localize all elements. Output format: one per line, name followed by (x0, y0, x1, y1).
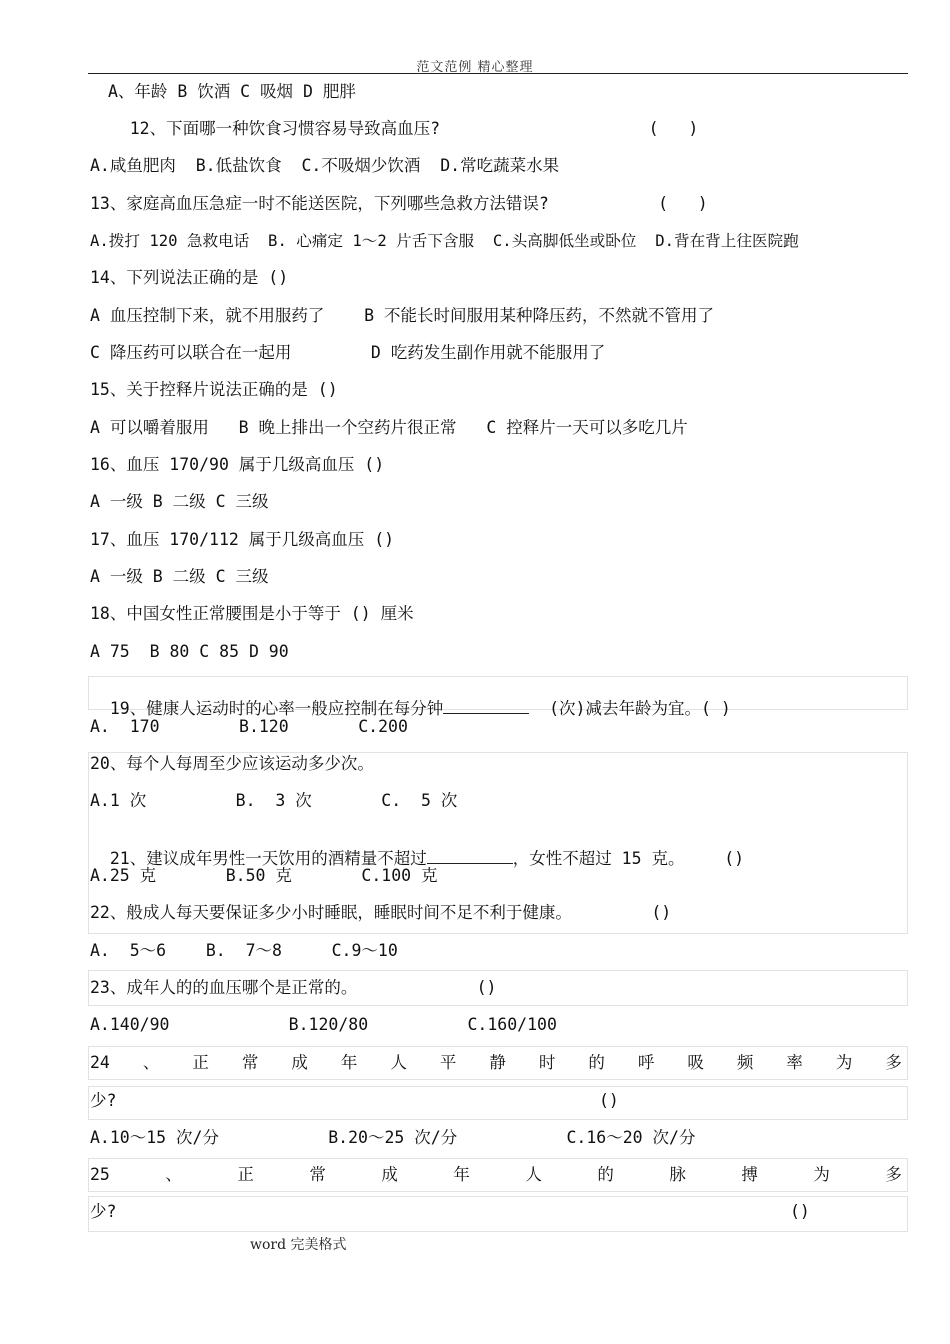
q25-char: 脉 (669, 1165, 686, 1184)
question-25-paren: () (790, 1202, 810, 1221)
page-footer: word 完美格式 (250, 1237, 347, 1253)
q24-char: 时 (538, 1053, 556, 1072)
q25-char: 25 (90, 1165, 110, 1184)
question-19-text-end: (次)减去年龄为宜。( ) (529, 699, 731, 718)
header-divider (88, 73, 908, 74)
question-25-line1 (90, 1165, 902, 1185)
q24-char: 、 (142, 1053, 160, 1072)
question-19 (90, 679, 731, 719)
q24-char: 的 (588, 1053, 605, 1072)
q24-char: 24 (90, 1053, 110, 1072)
question-12-options: A.咸鱼肥肉 B.低盐饮食 C.不吸烟少饮酒 D.常吃蔬菜水果 (90, 156, 560, 175)
q24-char: 人 (390, 1053, 407, 1072)
question-24-paren: () (599, 1091, 619, 1110)
question-22: 22、般成人每天要保证多少小时睡眠，睡眠时间不足不利于健康。 () (90, 903, 672, 922)
question-19-text: 19、健康人运动时的心率一般应控制在每分钟 (109, 699, 444, 718)
question-24-line2: 少? (90, 1091, 117, 1110)
question-20-options: A.1 次 B. 3 次 C. 5 次 (90, 791, 458, 810)
q24-char: 为 (835, 1053, 853, 1072)
q25-char: 正 (237, 1165, 254, 1184)
question-13: 13、家庭高血压急症一时不能送医院，下列哪些急救方法错误? ( ) (90, 194, 708, 213)
question-25-line2: 少? (90, 1202, 117, 1221)
question-14-options-ab: A 血压控制下来，就不用服药了 B 不能长时间服用某种降压药，不然就不管用了 (90, 306, 714, 325)
question-19-options: A. 170 B.120 C.200 (90, 717, 408, 736)
question-13-options: A.拨打 120 急救电话 B. 心痛定 1～2 片舌下含服 C.头高脚低坐或卧位 D.背在背上往医院跑 (90, 232, 799, 250)
question-24-options: A.10～15 次/分 B.20～25 次/分 C.16～20 次/分 (90, 1128, 696, 1147)
q24-char: 年 (340, 1053, 358, 1072)
question-14: 14、下列说法正确的是 () (90, 268, 289, 287)
question-17: 17、血压 170/112 属于几级高血压 () (90, 530, 395, 549)
q25-char: 成 (381, 1165, 398, 1184)
q25-char: 、 (165, 1165, 182, 1184)
question-14-options-cd: C 降压药可以联合在一起用 D 吃药发生副作用就不能服用了 (90, 343, 606, 362)
q25-char: 常 (309, 1165, 326, 1184)
q25-char: 多 (885, 1165, 902, 1184)
question-23-options: A.140/90 B.120/80 C.160/100 (90, 1015, 557, 1034)
q24-char: 静 (489, 1053, 506, 1072)
question-16: 16、血压 170/90 属于几级高血压 () (90, 455, 385, 474)
question-12: 12、下面哪一种饮食习惯容易导致高血压? ( ) (90, 119, 699, 138)
cell-border-q24b (88, 1086, 908, 1120)
question-22-options: A. 5～6 B. 7～8 C.9～10 (90, 941, 398, 960)
answer-blank (443, 699, 529, 714)
answer-blank (427, 849, 513, 864)
question-11-options: A、年龄 B 饮酒 C 吸烟 D 肥胖 (108, 82, 356, 101)
question-18: 18、中国女性正常腰围是小于等于 () 厘米 (90, 604, 414, 623)
q24-char: 多 (885, 1053, 902, 1072)
q25-char: 人 (525, 1165, 542, 1184)
question-16-options: A 一级 B 二级 C 三级 (90, 492, 269, 511)
question-21-text-end: ，女性不超过 15 克。 () (512, 849, 745, 868)
q24-char: 平 (439, 1053, 457, 1072)
question-23: 23、成年人的的血压哪个是正常的。 () (90, 978, 497, 997)
question-21 (90, 829, 744, 869)
question-24-line1 (90, 1053, 902, 1073)
question-20: 20、每个人每周至少应该运动多少次。 (90, 754, 374, 773)
q25-char: 为 (813, 1165, 830, 1184)
q25-char: 搏 (741, 1165, 758, 1184)
q24-char: 频 (736, 1053, 754, 1072)
q24-char: 吸 (687, 1053, 704, 1072)
page-header: 范文范例 精心整理 (416, 60, 534, 75)
question-17-options: A 一级 B 二级 C 三级 (90, 567, 269, 586)
question-18-options: A 75 B 80 C 85 D 90 (90, 642, 289, 661)
q25-char: 年 (453, 1165, 470, 1184)
q24-char: 成 (291, 1053, 308, 1072)
cell-border-q25b (88, 1196, 908, 1232)
q24-char: 正 (192, 1053, 209, 1072)
question-15: 15、关于控释片说法正确的是 () (90, 380, 338, 399)
q24-char: 率 (786, 1053, 803, 1072)
question-15-options: A 可以嚼着服用 B 晚上排出一个空药片很正常 C 控释片一天可以多吃几片 (90, 418, 688, 437)
q24-char: 常 (241, 1053, 259, 1072)
q24-char: 呼 (637, 1053, 655, 1072)
question-21-text: 21、建议成年男性一天饮用的酒精量不超过 (109, 849, 427, 868)
question-21-options: A.25 克 B.50 克 C.100 克 (90, 866, 438, 885)
q25-char: 的 (597, 1165, 614, 1184)
